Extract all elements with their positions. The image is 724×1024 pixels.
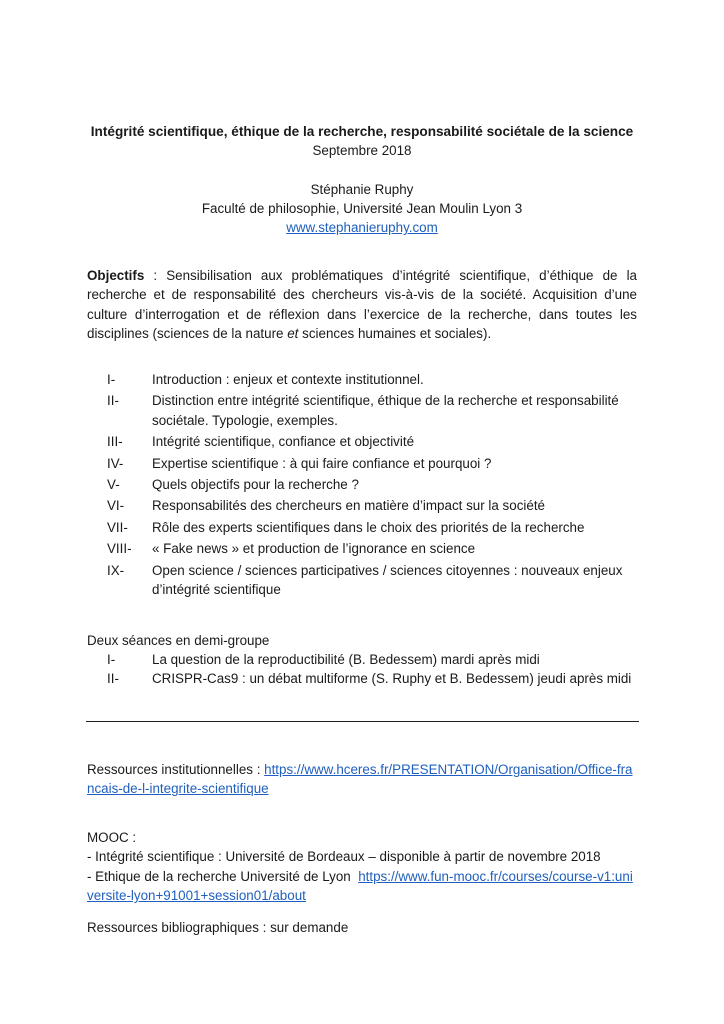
outline-number: IV-	[107, 455, 124, 471]
outline-item	[107, 475, 637, 494]
outline-text: Intégrité scientifique, confiance et objectivité	[152, 434, 415, 450]
outline-item	[107, 391, 637, 430]
outline-number: VII-	[107, 519, 128, 535]
objectives-label: Objectifs	[87, 268, 145, 283]
seance-number: II-	[107, 671, 119, 687]
outline-text: Quels objectifs pour la recherche ?	[152, 477, 359, 493]
outline-item	[107, 539, 637, 558]
outline-text: Open science / sciences participatives / sciences citoyennes : nouveaux enjeux d’intégrité scientifique	[152, 562, 623, 598]
document-title: Intégrité scientifique, éthique de la recherche, responsabilité sociétale de la science	[90, 124, 634, 139]
objectives-text-1: : Sensibilisation aux problématiques d’intégrité scientifique, d’éthique de la recherche et de responsabilité des chercheurs vis-à-vis de la société. Acquisition d’une culture d’interrogation et de réflexion dans l’exercice de la recherche, dans toutes les disciplines (sciences de la nature	[87, 268, 637, 342]
author-website	[0, 218, 724, 237]
outline-text: Introduction : enjeux et contexte institutionnel.	[152, 372, 424, 387]
seance-item	[107, 650, 637, 669]
seance-text: CRISPR-Cas9 : un débat multiforme (S. Ruphy et B. Bedessem) jeudi après midi	[152, 671, 632, 687]
outline-number: III-	[107, 434, 123, 450]
objectives-text-italic: et	[287, 326, 299, 342]
outline-item	[107, 518, 637, 537]
outline-item	[107, 496, 637, 515]
outline-text: Expertise scientifique : à qui faire confiance et pourquoi ?	[152, 455, 492, 471]
mooc-line-bordeaux: - Intégrité scientifique : Université de Bordeaux – disponible à partir de novembre 2018	[87, 849, 601, 865]
course-outline-list	[107, 370, 637, 601]
author-affiliation: Faculté de philosophie, Université Jean Moulin Lyon 3	[201, 201, 523, 216]
mooc-line-lyon	[87, 867, 637, 906]
outline-text: Distinction entre intégrité scientifique, éthique de la recherche et responsabilité sociétale. Typologie, exemples.	[152, 393, 619, 428]
outline-number: V-	[107, 477, 120, 493]
fun-mooc-link[interactable]: https://www.fun-mooc.fr/courses/course-v1:universite-lyon+91001+session01/about	[87, 868, 633, 904]
hceres-link[interactable]: https://www.hceres.fr/PRESENTATION/Organisation/Office-francais-de-l-integrite-scientifique	[87, 762, 633, 797]
outline-number: IX-	[107, 562, 125, 578]
seances-heading: Deux séances en demi-groupe	[87, 633, 270, 648]
outline-item	[107, 561, 637, 600]
seance-item	[107, 669, 637, 688]
outline-item	[107, 370, 637, 389]
document-date: Septembre 2018	[312, 143, 412, 158]
mooc-lyon-label: - Ethique de la recherche Université de Lyon	[87, 868, 359, 884]
outline-number: II-	[107, 393, 119, 409]
seance-number: I-	[107, 652, 116, 667]
outline-item	[107, 432, 637, 451]
outline-number: VIII-	[107, 541, 132, 557]
objectives-paragraph	[87, 266, 637, 344]
seance-text: La question de la reproductibilité (B. Bedessem) mardi après midi	[152, 652, 540, 667]
outline-text: Rôle des experts scientifiques dans le choix des priorités de la recherche	[152, 519, 585, 535]
seances-list	[107, 650, 637, 689]
horizontal-divider	[86, 721, 639, 722]
author-name: Stéphanie Ruphy	[310, 182, 414, 197]
mooc-section	[87, 828, 637, 906]
institutional-resources-label: Ressources institutionnelles :	[87, 762, 265, 777]
outline-number: I-	[107, 372, 116, 387]
website-link[interactable]: www.stephanieruphy.com	[286, 220, 438, 235]
outline-item	[107, 454, 637, 473]
outline-text: « Fake news » et production de l’ignorance en science	[152, 541, 476, 557]
mooc-heading: MOOC :	[87, 830, 137, 845]
objectives-text-2: sciences humaines et sociales).	[298, 326, 492, 342]
outline-number: VI-	[107, 498, 125, 514]
institutional-resources	[87, 760, 637, 799]
bibliographic-resources: Ressources bibliographiques : sur demande	[87, 920, 349, 935]
outline-text: Responsabilités des chercheurs en matière d’impact sur la société	[152, 498, 545, 514]
